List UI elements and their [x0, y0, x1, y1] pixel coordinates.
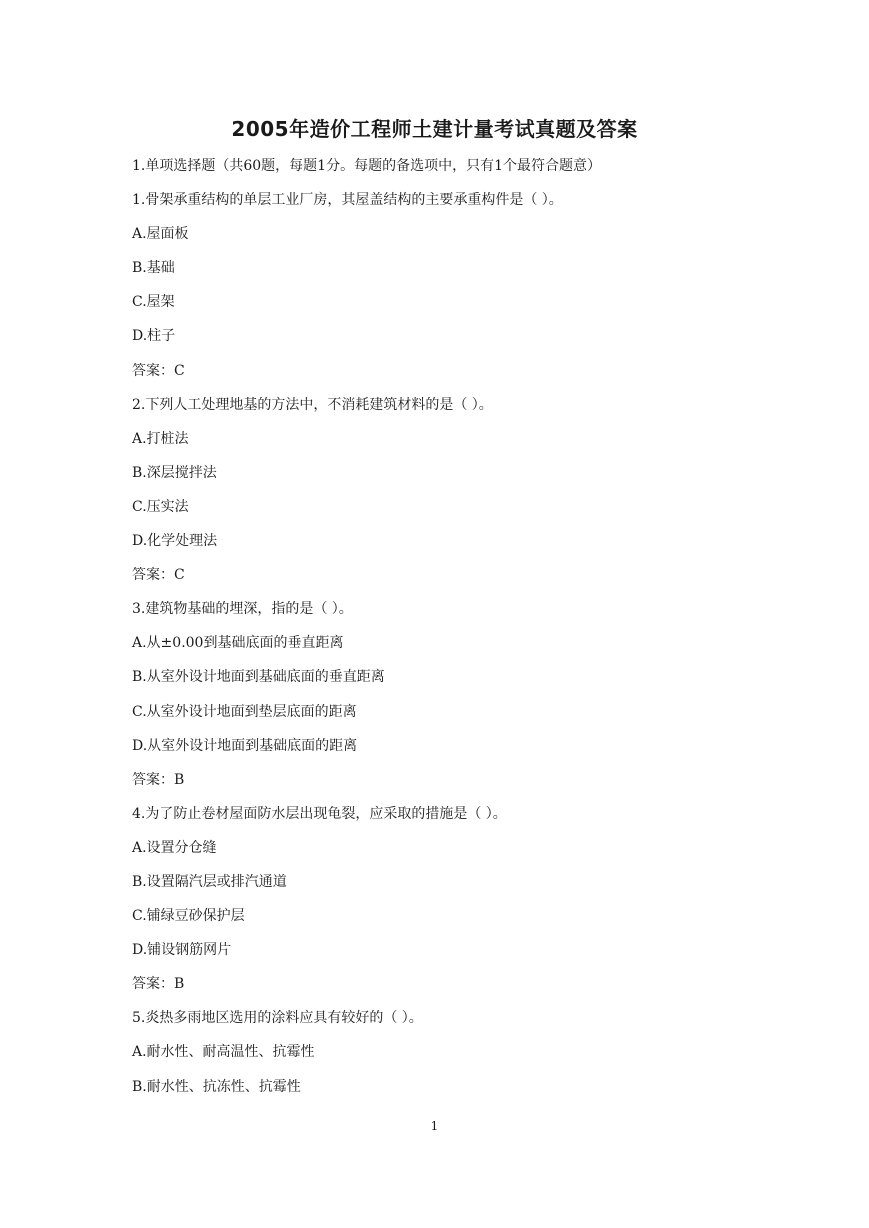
document-body	[132, 154, 772, 1109]
answer-line: 答案：B	[132, 771, 185, 788]
section-heading: 1.单项选择题（共60题，每题1分。每题的备选项中，只有1个最符合题意）	[132, 158, 601, 174]
answer-line: 答案：B	[132, 976, 185, 993]
option-line: C.屋架	[132, 294, 175, 311]
question-2: 2.下列人工处理地基的方法中，不消耗建筑材料的是（ ）。	[132, 396, 493, 413]
option-line: C.压实法	[132, 498, 189, 515]
option-line: A.设置分仓缝	[132, 839, 217, 856]
option-line: B.从室外设计地面到基础底面的垂直距离	[132, 669, 385, 686]
option-line: A.打桩法	[132, 430, 189, 447]
question-4: 4.为了防止卷材屋面防水层出现龟裂，应采取的措施是（ ）。	[132, 805, 507, 822]
document-title: 2005年造价工程师土建计量考试真题及答案	[231, 117, 638, 141]
page-number: 1	[430, 1119, 439, 1133]
option-line: D.化学处理法	[132, 533, 218, 550]
question-5: 5.炎热多雨地区选用的涂料应具有较好的（ ）。	[132, 1010, 423, 1027]
question-1: 1.骨架承重结构的单层工业厂房，其屋盖结构的主要承重构件是（ ）。	[132, 192, 563, 209]
option-line: B.基础	[132, 260, 175, 277]
answer-line: 答案：C	[132, 362, 185, 379]
option-line: A.耐水性、耐高温性、抗霉性	[132, 1044, 315, 1061]
option-line: B.设置隔汽层或排汽通道	[132, 873, 287, 890]
option-line: B.耐水性、抗冻性、抗霉性	[132, 1078, 301, 1095]
option-line: B.深层搅拌法	[132, 464, 217, 481]
question-3: 3.建筑物基础的埋深，指的是（ ）。	[132, 601, 353, 618]
option-line: D.铺设钢筋网片	[132, 942, 232, 959]
option-line: C.从室外设计地面到垫层底面的距离	[132, 703, 357, 720]
option-line: C.铺绿豆砂保护层	[132, 908, 245, 925]
option-line: A.屋面板	[132, 226, 189, 243]
answer-line: 答案：C	[132, 567, 185, 584]
option-line: A.从±0.00到基础底面的垂直距离	[132, 635, 344, 652]
option-line: D.柱子	[132, 328, 176, 345]
option-line: D.从室外设计地面到基础底面的距离	[132, 737, 358, 754]
